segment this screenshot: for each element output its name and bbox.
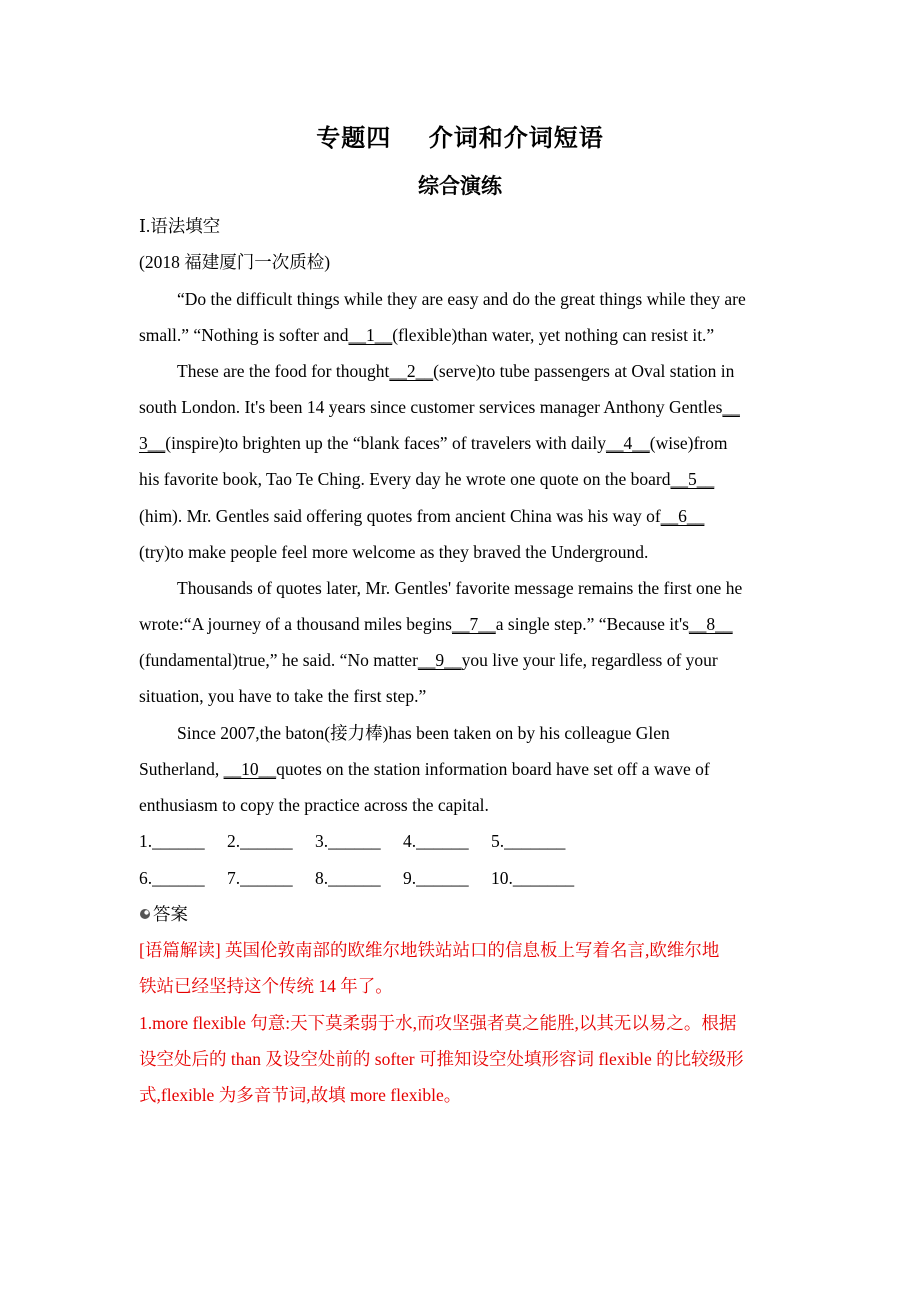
blank-2: __2__ — [389, 361, 434, 381]
blank-9: __9__ — [417, 650, 462, 670]
page-title: 专题四 介词和介词短语 — [316, 124, 604, 152]
answer-blanks-row — [139, 829, 784, 853]
answer-blank: 7.______ — [227, 868, 293, 888]
passage-line: enthusiasm to copy the practice across the capital. — [139, 795, 489, 815]
answer-blank: 5._______ — [491, 831, 566, 851]
answer-label-line — [139, 902, 784, 926]
passage-line: wrote:“A journey of a thousand miles begins__7__a single step.” “Because it's__8__ — [139, 614, 733, 634]
answer-blank: 4.______ — [403, 831, 469, 851]
answer-blanks-row — [139, 866, 784, 890]
source-note: (2018 福建厦门一次质检) — [139, 252, 331, 272]
passage-line: (him). Mr. Gentles said offering quotes from ancient China was his way of__6__ — [139, 506, 705, 526]
passage-line: Sutherland, __10__quotes on the station information board have set off a wave of — [139, 759, 710, 779]
passage-line: (try)to make people feel more welcome as they braved the Underground. — [139, 542, 649, 562]
answer-blank: 8.______ — [315, 868, 381, 888]
blank-7: __7__ — [452, 614, 496, 634]
passage-line: small.” “Nothing is softer and__1__(flexible)than water, yet nothing can resist it.” — [139, 325, 715, 345]
passage-line: situation, you have to take the first step.” — [139, 686, 427, 706]
passage-line: Thousands of quotes later, Mr. Gentles' favorite message remains the first one he — [177, 578, 743, 598]
blank-10: __10__ — [223, 759, 277, 779]
blank-8: __8__ — [688, 614, 733, 634]
answer-text: 铁站已经坚持这个传统 14 年了。 — [139, 976, 393, 996]
answer-text: 1.more flexible 句意:天下莫柔弱于水,而攻坚强者莫之能胜,以其无以易之。根据 — [139, 1013, 737, 1033]
passage-line: These are the food for thought__2__(serve)to tube passengers at Oval station in — [177, 361, 735, 381]
pin-icon — [139, 908, 151, 920]
passage-line: his favorite book, Tao Te Ching. Every day he wrote one quote on the board__5__ — [139, 469, 715, 489]
blank-5: __5__ — [670, 469, 715, 489]
answer-blank: 2.______ — [227, 831, 293, 851]
blank-3a: __ — [722, 397, 740, 417]
answer-text: [语篇解读] 英国伦敦南部的欧维尔地铁站站口的信息板上写着名言,欧维尔地 — [139, 940, 720, 960]
page-subtitle: 综合演练 — [418, 174, 502, 198]
answer-blank: 9.______ — [403, 868, 469, 888]
passage-line: (fundamental)true,” he said. “No matter__9__you live your life, regardless of your — [139, 650, 718, 670]
blank-4: __4__ — [606, 433, 650, 453]
answer-label: 答案 — [153, 904, 188, 924]
blank-1: __1__ — [348, 325, 393, 345]
answer-blank: 6.______ — [139, 868, 205, 888]
blank-6: __6__ — [660, 506, 705, 526]
blank-3b: 3__ — [139, 433, 166, 453]
passage-line: Since 2007,the baton(接力棒)has been taken on by his colleague Glen — [177, 723, 670, 743]
answer-text: 式,flexible 为多音节词,故填 more flexible。 — [139, 1085, 462, 1105]
answer-text: 设空处后的 than 及设空处前的 softer 可推知设空处填形容词 flexible 的比较级形 — [139, 1049, 744, 1069]
answer-blank: 10._______ — [491, 868, 575, 888]
answer-blank: 3.______ — [315, 831, 381, 851]
passage-line: 3__(inspire)to brighten up the “blank faces” of travelers with daily__4__(wise)from — [139, 433, 728, 453]
answer-blank: 1.______ — [139, 831, 205, 851]
passage-line: south London. It's been 14 years since customer services manager Anthony Gentles__ — [139, 397, 740, 417]
section-heading: Ⅰ.语法填空 — [139, 216, 221, 236]
passage-line: “Do the difficult things while they are easy and do the great things while they are — [177, 289, 746, 309]
